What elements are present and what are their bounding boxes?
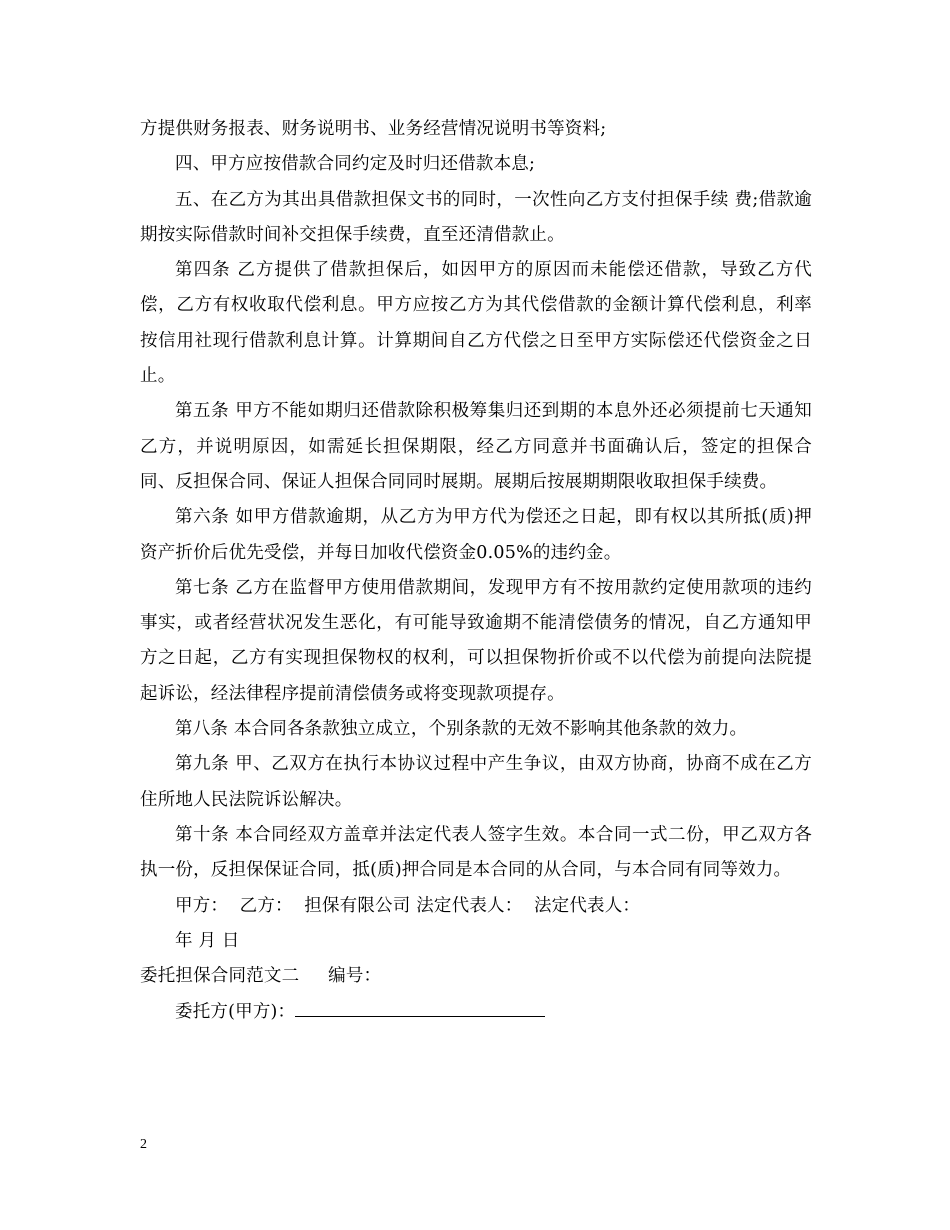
paragraph-1: 方提供财务报表、财务说明书、业务经营情况说明书等资料; xyxy=(140,119,607,139)
paragraph-article-6: 第六条 如甲方借款逾期，从乙方为甲方代为偿还之日起，即有权以其所抵(质)押资产折价后优先受偿，并每日加收代偿资金0.05%的违约金。 xyxy=(140,507,812,563)
paragraph-3: 五、在乙方为其出具借款担保文书的同时，一次性向乙方支付担保手续 费;借款逾期按实际借款时间补交担保手续费，直至还清借款止。 xyxy=(140,189,812,245)
paragraph-article-5: 第五条 甲方不能如期归还借款除积极筹集归还到期的本息外还必须提前七天通知乙方，并说明原因，如需延长担保期限，经乙方同意并书面确认后，签定的担保合同、反担保合同、保证人担保合同同时展期。展期后按展期期限收取担保手续费。 xyxy=(140,401,812,492)
date-line: 年 月 日 xyxy=(175,930,240,951)
template-title-line: 委托担保合同范文二 编号： xyxy=(140,966,382,987)
page-number: 2 xyxy=(140,1137,147,1152)
principal-label: 委托方(甲方)： xyxy=(175,1002,296,1023)
paragraph-article-8: 第八条 本合同各条款独立成立，个别条款的无效不影响其他条款的效力。 xyxy=(175,719,748,740)
paragraph-article-10: 第十条 本合同经双方盖章并法定代表人签字生效。本合同一式二份，甲乙双方各执一份，反担保保证合同，抵(质)押合同是本合同的从合同，与本合同有同等效力。 xyxy=(140,824,812,881)
principal-name-field xyxy=(295,994,545,1017)
principal-line xyxy=(140,994,812,1030)
signature-line: 甲方： 乙方： 担保有限公司 法定代表人： 法定代表人： xyxy=(175,895,641,916)
paragraph-article-9: 第九条 甲、乙双方在执行本协议过程中产生争议，由双方协商，协商不成在乙方住所地人民法院诉讼解决。 xyxy=(140,754,812,810)
document-body xyxy=(140,112,812,1031)
paragraph-article-4: 第四条 乙方提供了借款担保后，如因甲方的原因而未能偿还借款，导致乙方代偿，乙方有权收取代偿利息。甲方应按乙方为其代偿借款的金额计算代偿利息，利率按信用社现行借款利息计算。计算期间自乙方代偿之日至甲方实际偿还代偿资金之日止。 xyxy=(140,260,812,387)
paragraph-2: 四、甲方应按借款合同约定及时归还借款本息; xyxy=(175,154,536,175)
paragraph-article-7: 第七条 乙方在监督甲方使用借款期间，发现甲方有不按用款约定使用款项的违约事实，或者经营状况发生恶化，有可能导致逾期不能清偿债务的情况，自乙方通知甲方之日起，乙方有实现担保物权的权利，可以担保物折价或不以代偿为前提向法院提起诉讼，经法律程序提前清偿债务或将变现款项提存。 xyxy=(140,577,812,704)
